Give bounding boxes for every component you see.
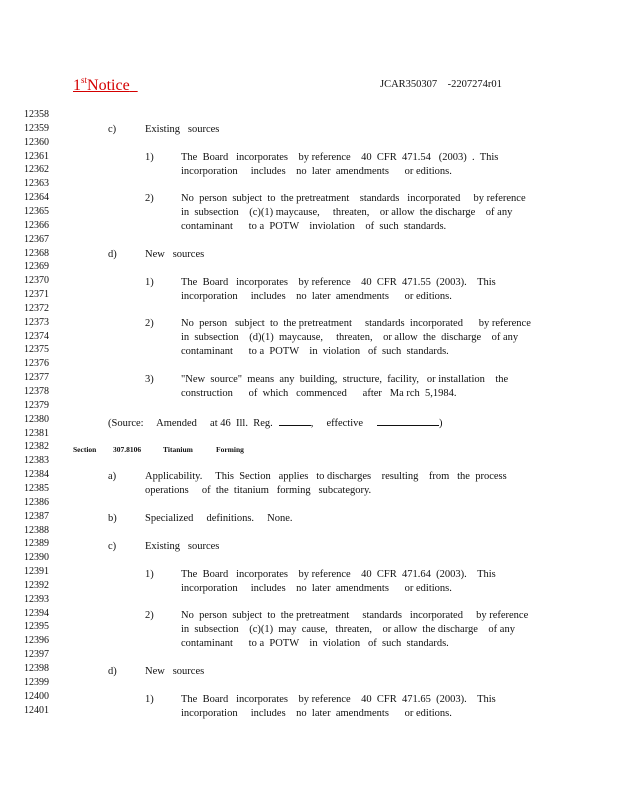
subsection-label: c) — [108, 124, 117, 135]
paragraph-line: incorporation includes no later amendments or editions. — [181, 583, 452, 594]
paragraph-line: contaminant to a POTW in violation of such standards. — [181, 346, 449, 357]
line-number: 12367 — [24, 233, 49, 245]
item-number: 3) — [145, 374, 154, 385]
subsection-title: New sources — [145, 666, 205, 677]
line-number: 12366 — [24, 219, 49, 231]
line-number: 12397 — [24, 649, 49, 661]
source-note-middle: , effective — [310, 418, 364, 429]
source-note-end: ) — [439, 418, 443, 429]
section-number: 307.8106 — [113, 445, 142, 454]
section-label: Section — [73, 445, 97, 454]
line-number: 12396 — [24, 635, 49, 647]
line-number: 12388 — [24, 524, 49, 536]
line-number: 12399 — [24, 676, 49, 688]
line-number: 12395 — [24, 621, 49, 633]
paragraph-line: incorporation includes no later amendments or editions. — [181, 291, 452, 302]
line-number: 12363 — [24, 178, 49, 190]
document-id: JCAR350307 -2207274r01 — [380, 79, 502, 90]
line-number: 12393 — [24, 593, 49, 605]
source-note-start: (Source: Amended at 46 Ill. Reg. — [108, 418, 273, 429]
paragraph-line: construction of which commenced after Ma rch 5,1984. — [181, 388, 457, 399]
paragraph-line: in subsection (c)(1) may cause, threaten, or allow the discharge of any — [181, 624, 515, 635]
notice-suffix: st — [81, 75, 88, 85]
blank-line — [279, 416, 311, 426]
line-number: 12387 — [24, 510, 49, 522]
line-number: 12374 — [24, 330, 49, 342]
section-title-word: Forming — [216, 445, 244, 454]
line-number: 12371 — [24, 289, 49, 301]
line-number: 12364 — [24, 192, 49, 204]
paragraph-line: "New source" means any building, structure, facility, or installation the — [181, 374, 509, 385]
line-number: 12362 — [24, 164, 49, 176]
paragraph-line: The Board incorporates by reference 40 CFR 471.54 (2003) . This — [181, 152, 499, 163]
line-number: 12381 — [24, 427, 49, 439]
paragraph-line: The Board incorporates by reference 40 CFR 471.55 (2003). This — [181, 277, 496, 288]
line-number: 12376 — [24, 358, 49, 370]
line-number: 12392 — [24, 579, 49, 591]
item-number: 1) — [145, 277, 154, 288]
line-number: 12379 — [24, 399, 49, 411]
item-number: 2) — [145, 318, 154, 329]
subsection-label: b) — [108, 513, 117, 524]
line-number: 12378 — [24, 386, 49, 397]
paragraph-line: The Board incorporates by reference 40 CFR 471.65 (2003). This — [181, 694, 496, 705]
item-number: 1) — [145, 569, 154, 580]
line-number: 12398 — [24, 663, 49, 674]
line-number: 12360 — [24, 136, 49, 148]
paragraph-line: in subsection (d)(1) maycause, threaten, or allow the discharge of any — [181, 332, 519, 343]
paragraph-line: incorporation includes no later amendments or editions. — [181, 166, 452, 177]
subsection-label: d) — [108, 249, 117, 260]
line-number: 12386 — [24, 496, 49, 508]
notice-ordinal: 1 — [73, 77, 81, 94]
paragraph-line: incorporation includes no later amendments or editions. — [181, 708, 452, 719]
line-number: 12385 — [24, 482, 49, 494]
section-title-word: Titanium — [163, 445, 193, 454]
subsection-title: New sources — [145, 249, 205, 260]
paragraph-line: No person subject to the pretreatment standards incorporated by reference — [181, 610, 529, 621]
item-number: 1) — [145, 694, 154, 705]
item-number: 2) — [145, 610, 154, 621]
paragraph-line: No person subject to the pretreatment standards incorporated by reference — [181, 193, 526, 204]
line-number: 12370 — [24, 275, 49, 287]
line-number: 12389 — [24, 538, 49, 550]
paragraph-line: contaminant to a POTW inviolation of such standards. — [181, 221, 447, 232]
item-number: 1) — [145, 152, 154, 163]
source-note — [108, 416, 443, 429]
line-number: 12394 — [24, 607, 49, 619]
paragraph-line: Specialized definitions. None. — [145, 513, 293, 524]
paragraph-line: in subsection (c)(1) maycause, threaten, or allow the discharge of any — [181, 207, 513, 218]
subsection-label: a) — [108, 471, 117, 482]
line-number: 12400 — [24, 690, 49, 702]
line-number: 12391 — [24, 566, 49, 578]
paragraph-line: No person subject to the pretreatment standards incorporated by reference — [181, 318, 531, 329]
line-number: 12372 — [24, 302, 49, 314]
line-number: 12373 — [24, 316, 49, 328]
line-number: 12359 — [24, 122, 49, 134]
line-number: 12383 — [24, 455, 49, 467]
notice-word: Notice — [87, 77, 130, 94]
subsection-label: d) — [108, 666, 117, 677]
line-number: 12361 — [24, 150, 49, 162]
paragraph-line: contaminant to a POTW in violation of such standards. — [181, 638, 449, 649]
subsection-title: Existing sources — [145, 124, 220, 135]
line-number: 12365 — [24, 205, 49, 217]
paragraph-line: The Board incorporates by reference 40 CFR 471.64 (2003). This — [181, 569, 496, 580]
notice-heading — [73, 75, 138, 95]
line-number: 12384 — [24, 469, 49, 481]
subsection-title: Existing sources — [145, 541, 220, 552]
line-number: 12375 — [24, 344, 49, 356]
paragraph-line: operations of the titanium forming subcategory. — [145, 485, 372, 496]
line-number: 12358 — [24, 109, 49, 120]
line-number: 12368 — [24, 247, 49, 259]
subsection-label: c) — [108, 541, 117, 552]
line-number: 12390 — [24, 552, 49, 564]
line-number: 12380 — [24, 413, 49, 425]
line-number: 12369 — [24, 261, 49, 273]
paragraph-line: Applicability. This Section applies to discharges resulting from the process — [145, 471, 507, 482]
line-number: 12382 — [24, 441, 49, 453]
blank-line — [377, 416, 439, 426]
item-number: 2) — [145, 193, 154, 204]
line-number: 12377 — [24, 372, 49, 384]
line-number: 12401 — [24, 704, 49, 716]
